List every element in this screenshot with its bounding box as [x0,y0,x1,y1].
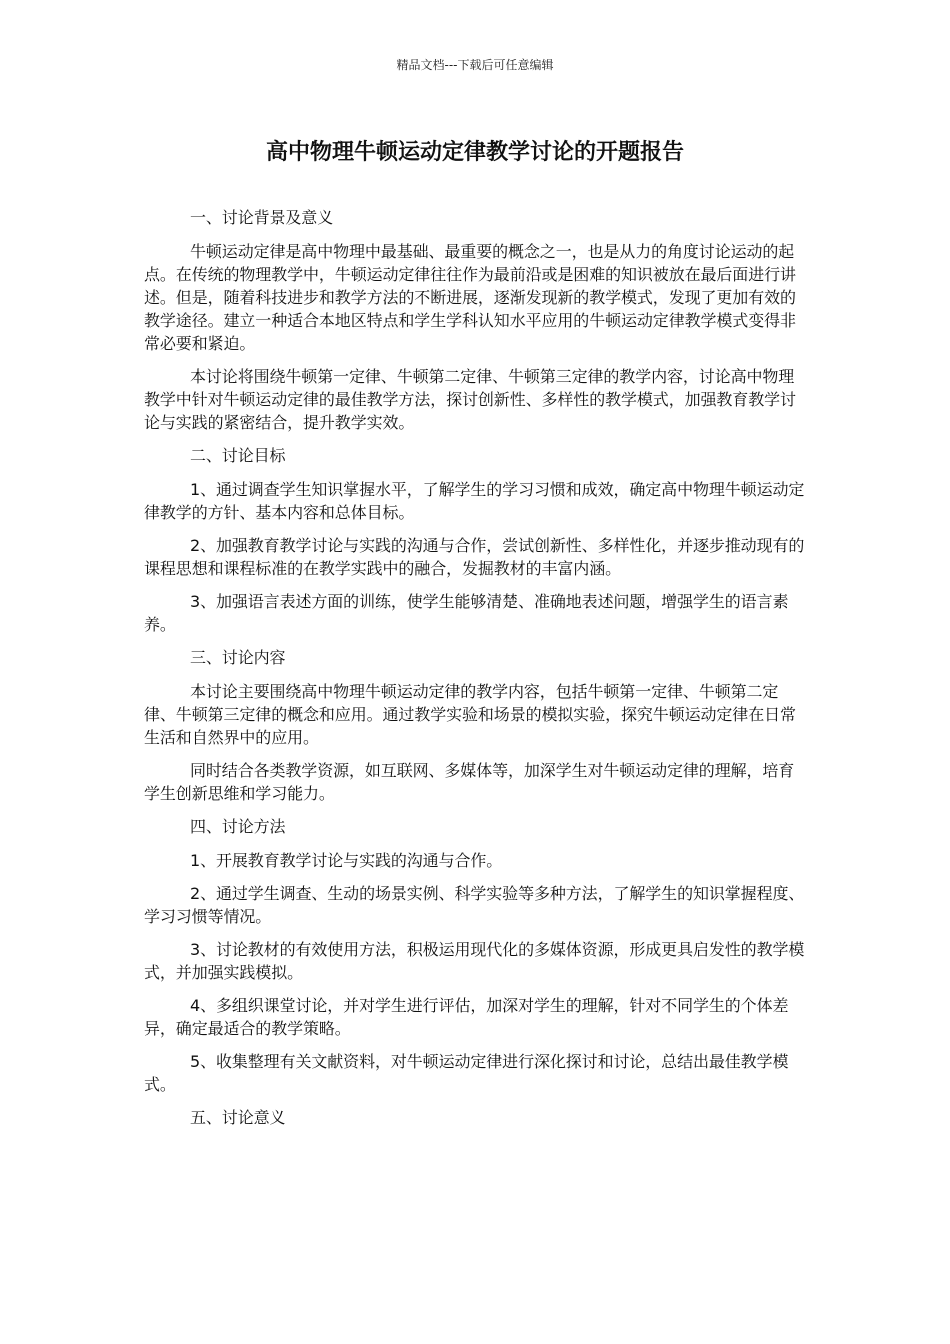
paragraph-background-2: 本讨论将围绕牛顿第一定律、牛顿第二定律、牛顿第三定律的教学内容，讨论高中物理教学中针对牛顿运动定律的最佳教学方法，探讨创新性、多样性的教学模式，加强教育教学讨论与实践的紧密结合，提升教学实效。 [144,367,796,432]
paragraph-goal-2: 2、加强教育教学讨论与实践的沟通与合作，尝试创新性、多样性化，并逐步推动现有的课程思想和课程标准的在教学实践中的融合，发掘教材的丰富内涵。 [144,536,805,578]
paragraph-content-1: 本讨论主要围绕高中物理牛顿运动定律的教学内容，包括牛顿第一定律、牛顿第二定律、牛顿第三定律的概念和应用。通过教学实验和场景的模拟实验，探究牛顿运动定律在日常生活和自然界中的应用。 [144,682,796,747]
document-body [144,206,810,1140]
section-heading-background: 一、讨论背景及意义 [190,208,334,227]
page-header-watermark: 精品文档---下载后可任意编辑 [396,58,554,72]
paragraph-method-5: 5、收集整理有关文献资料，对牛顿运动定律进行深化探讨和讨论，总结出最佳教学模式。 [144,1052,789,1094]
paragraph-goal-3: 3、加强语言表述方面的训练，使学生能够清楚、准确地表述问题，增强学生的语言素养。 [144,592,789,634]
section-heading-content: 三、讨论内容 [190,648,286,667]
paragraph-goal-1: 1、通过调查学生知识掌握水平，了解学生的学习习惯和成效，确定高中物理牛顿运动定律教学的方针、基本内容和总体目标。 [144,480,805,522]
paragraph-method-2: 2、通过学生调查、生动的场景实例、科学实验等多种方法，了解学生的知识掌握程度、学习习惯等情况。 [144,884,805,926]
document-title: 高中物理牛顿运动定律教学讨论的开题报告 [265,140,684,165]
section-heading-methods: 四、讨论方法 [190,817,286,836]
section-heading-goals: 二、讨论目标 [190,446,286,465]
paragraph-content-2: 同时结合各类教学资源，如互联网、多媒体等，加深学生对牛顿运动定律的理解，培育学生创新思维和学习能力。 [144,761,795,803]
paragraph-method-4: 4、多组织课堂讨论，并对学生进行评估，加深对学生的理解，针对不同学生的个体差异，确定最适合的教学策略。 [144,996,789,1038]
paragraph-background-1: 牛顿运动定律是高中物理中最基础、最重要的概念之一，也是从力的角度讨论运动的起点。在传统的物理教学中，牛顿运动定律往往作为最前沿或是困难的知识被放在最后面进行讲述。但是，随着科技进步和教学方法的不断进展，逐渐发现新的教学模式，发现了更加有效的教学途径。建立一种适合本地区特点和学生学科认知水平应用的牛顿运动定律教学模式变得非常必要和紧迫。 [144,242,796,353]
section-heading-significance: 五、讨论意义 [190,1108,286,1127]
paragraph-method-3: 3、讨论教材的有效使用方法，积极运用现代化的多媒体资源，形成更具启发性的教学模式，并加强实践模拟。 [144,940,805,982]
paragraph-method-1: 1、开展教育教学讨论与实践的沟通与合作。 [190,851,503,870]
